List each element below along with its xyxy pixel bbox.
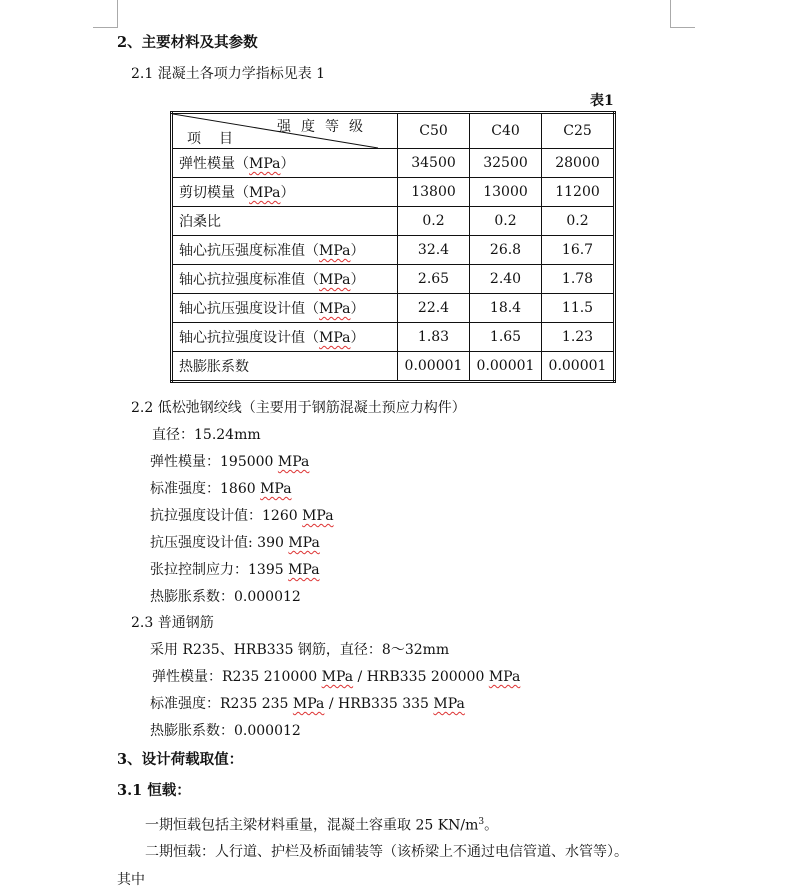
rebar-modulus: 弹性模量：R235 210000 MPa / HRB335 200000 MPa [152,669,521,685]
concrete-properties-table [170,111,616,383]
strand-tensile-design: 抗拉强度设计值：1260 MPa [150,508,334,524]
header-item-label: 项目 [187,131,251,147]
table-cell: 0.2 [470,207,542,236]
row-label: 轴心抗压强度设计值（MPa） [172,294,398,323]
table-row [172,265,615,294]
table-cell: 22.4 [398,294,470,323]
table-cell: 0.00001 [542,352,615,382]
column-header: C50 [398,113,470,149]
table-row [172,294,615,323]
subsection-2-1: 2.1 混凝土各项力学指标见表 1 [131,66,326,82]
strand-thermal: 热膨胀系数：0.000012 [150,589,301,605]
row-label: 热膨胀系数 [172,352,398,382]
table-cell: 1.23 [542,323,615,352]
table-cell: 0.2 [398,207,470,236]
table-cell: 2.65 [398,265,470,294]
dead-load-phase-2: 二期恒载：人行道、护栏及桥面铺装等（该桥梁上不通过电信管道、水管等）。 [145,844,628,860]
page-corner-mark-right [670,0,695,28]
subsection-3-1: 3.1 恒载： [117,782,191,799]
table-cell: 11200 [542,178,615,207]
table-cell: 2.40 [470,265,542,294]
table-cell: 16.7 [542,236,615,265]
section-3-heading: 3、设计荷载取值： [117,751,244,768]
table-row [172,207,615,236]
row-label: 轴心抗拉强度设计值（MPa） [172,323,398,352]
strand-diameter: 直径：15.24mm [152,427,261,443]
row-label: 轴心抗压强度标准值（MPa） [172,236,398,265]
table-cell: 13000 [470,178,542,207]
strand-modulus: 弹性模量：195000 MPa [150,454,310,470]
strand-control-stress: 张拉控制应力：1395 MPa [150,562,320,578]
rebar-usage: 采用 R235、HRB335 钢筋，直径：8～32mm [150,642,450,658]
subsection-2-2: 2.2 低松弛钢绞线（主要用于钢筋混凝土预应力构件） [131,400,466,416]
table-cell: 32.4 [398,236,470,265]
table-label: 表1 [590,93,614,109]
strand-standard-strength: 标准强度：1860 MPa [150,481,292,497]
dead-load-phase-1: 一期恒载包括主梁材料重量，混凝土容重取 25 $KN/m^3$。 [145,817,499,834]
table-cell: 34500 [398,149,470,178]
diagonal-header-cell [172,113,398,149]
section-2-heading: 2、主要材料及其参数 [117,34,258,51]
header-grade-label: 强度等级 [277,119,373,135]
table-row [172,236,615,265]
strand-compress-design: 抗压强度设计值: 390 MPa [150,535,320,551]
column-header: C40 [470,113,542,149]
table-cell: 28000 [542,149,615,178]
row-label: 轴心抗拉强度标准值（MPa） [172,265,398,294]
row-label: 剪切模量（MPa） [172,178,398,207]
page-corner-mark-left [93,0,118,28]
table-cell: 11.5 [542,294,615,323]
table-cell: 0.00001 [398,352,470,382]
row-label: 弹性模量（MPa） [172,149,398,178]
table-row [172,178,615,207]
table-cell: 0.00001 [470,352,542,382]
paragraph-cut-off: 其中 [117,872,145,888]
table-row [172,323,615,352]
table-cell: 13800 [398,178,470,207]
subsection-2-3: 2.3 普通钢筋 [131,615,214,631]
table-cell: 1.65 [470,323,542,352]
table-row [172,352,615,382]
table-cell: 18.4 [470,294,542,323]
row-label: 泊桑比 [172,207,398,236]
table-cell: 0.2 [542,207,615,236]
table-cell: 1.78 [542,265,615,294]
table-row [172,149,615,178]
table-cell: 32500 [470,149,542,178]
table-header-row [172,113,615,149]
table-cell: 26.8 [470,236,542,265]
rebar-thermal: 热膨胀系数：0.000012 [150,723,301,739]
column-header: C25 [542,113,615,149]
table-cell: 1.83 [398,323,470,352]
rebar-standard-strength: 标准强度：R235 235 MPa / HRB335 335 MPa [150,696,465,712]
